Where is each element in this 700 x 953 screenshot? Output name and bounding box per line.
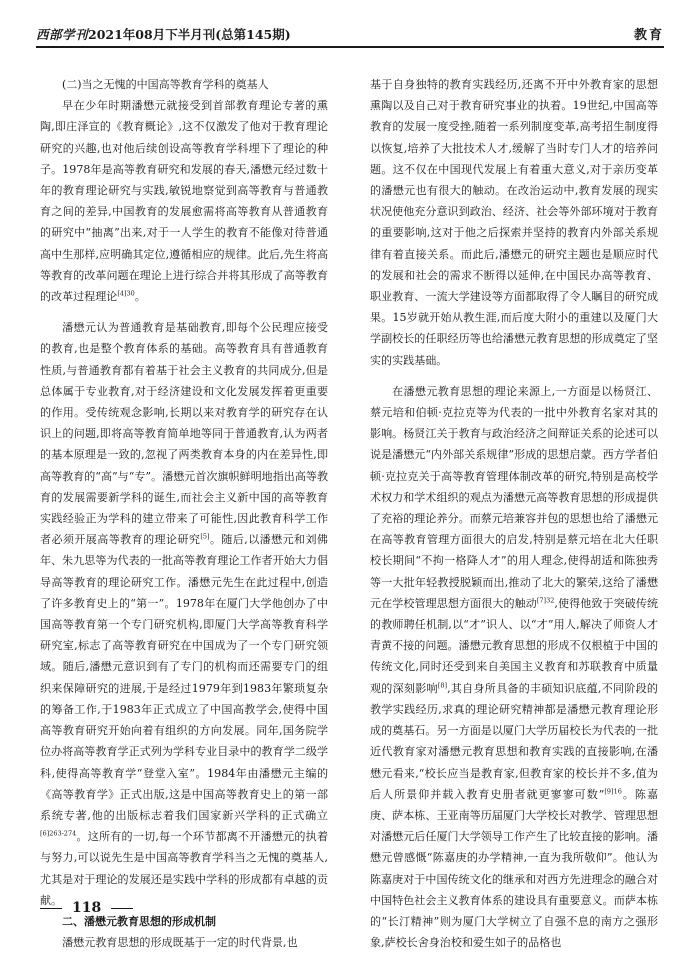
- paragraph: 潘懋元认为普通教育是基础教育,即每个公民理应接受的教育,也是整个教育体系的基础。高等教育具有普通教育性质,与普通教育都有着基于社会主义教育的共同成分,但是总体属于专业教育,对于经济建设和文化发展发挥着更重要的作用。受传统观念影响,长期以来对教育学的研究存在认识上的问题,即将高等教育简单地等同于普通教育,认为两者的基本原理是一致的,忽视了两类教育本身的内在差异性,即高等教育的“高”与“专”。潘懋元首次旗帜鲜明地指出高等教育的发展需要新学科的诞生,而社会主义新中国的高等教育实践经验正为学科的建立带来了可能性,因此教育科学工作者必须开展高等教育的理论研究[5]。随后,以潘懋元和刘佛年、朱九思等为代表的一批高等教育理论工作者开始大力倡导高等教育的理论研究工作。潘懋元先生在此过程中,创造了许多教育史上的“第一”。1978年在厦门大学他创办了中国高等教育第一个专门研究机构,即厦门大学高等教育科学研究室,标志了高等教育研究在中国成为了一个专门研究领域。随后,潘懋元意识到有了专门的机构而还需要专门的组织来保障研究的进展,于是经过1979年到1983年繁琐复杂的筹备工作,于1983年正式成立了中国高教学会,使得中国高等教育研究开始向着有组织的方向发展。同年,国务院学位办将高等教育学正式列为学科专业目录中的教育学二级学科,使得高等教育学“登堂入室”。1984年由潘懋元主编的《高等教育学》正式出版,这是中国高等教育史上的第一部系统专著,他的出版标志着我们国家新兴学科的正式确立$^{[6]263-274}$。这所有的一切,每一个环节都离不开潘懋元的执着与努力,可以说先生是中国高等教育学科当之无愧的奠基人,尤其是对于理论的发展还是实践中学科的形成都有卓越的贡献。: [40, 321, 328, 907]
- paragraph: 早在少年时期潘懋元就接受到首部教育理论专著的熏陶,即庄泽宣的《教育概论》,这不仅激发了他对于教育理论研究的兴趣,也对他后续创设高等教育学科埋下了理论的种子。1978年是高等教育研究和发展的春天,潘懋元经过数十年的教育理论研究与实践,敏锐地察觉到高等教育与普通教育之间的差异,中国教育的发展愈需将高等教育从普通教育的研究中“抽离”出来,对于一人学生的教育不能像对待普通高中生那样,应明确其定位,遵循相应的规律。此后,先生将高等教育的改革问题在理论上进行综合并将其形成了高等教育的改革过程理论$^{[4]30}$。: [40, 99, 328, 304]
- page-header: [36, 20, 664, 48]
- citation: [6]263-274: [40, 829, 77, 838]
- citation: [4]30: [117, 289, 135, 298]
- right-column: [370, 74, 658, 953]
- page-footer: [40, 900, 133, 916]
- page-number: 118: [72, 900, 102, 916]
- paragraph: 潘懋元教育思想的形成既基于一定的时代背景,也: [62, 936, 298, 950]
- paragraph: 基于自身独特的教育实践经历,还离不开中外教育家的思想熏陶以及自己对于教育研究事业的执着。19世纪,中国高等教育的发展一度受挫,随着一系列制度变革,高考招生制度得以恢复,培养了大批技术人才,缓解了当时专门人才的培养问题。这不仅在中国现代发展上有着重大意义,对于亲历变革的潘懋元也有很大的触动。在改治运动中,教育发展的现实状况使他充分意识到政治、经济、社会等外部环境对于教育的重要影响,这对于他之后探索并坚持的教育内外部关系规律有着直接关系。而此后,潘懋元的研究主题也是顺应时代的发展和社会的需求不断得以延伸,在中国民办高等教育、职业教育、一流大学建设等方面都取得了令人瞩目的研究成果。15岁就开始从教生涯,而后度大附小的重建以及厦门大学副校长的任职经历等也给潘懋元教育思想的形成奠定了坚实的实践基础。: [370, 78, 658, 367]
- left-column: [40, 74, 328, 953]
- journal-name: 西部学刊: [36, 27, 89, 42]
- citation: [7]32: [536, 596, 555, 605]
- issue-info: 2021年08月下半月刊(总第145期): [88, 27, 291, 42]
- subheading: (二)当之无愧的中国高等教育学科的奠基人: [62, 78, 269, 91]
- section-heading: 二、潘懋元教育思想的形成机制: [62, 914, 216, 928]
- citation: [5]: [200, 532, 210, 541]
- journal-masthead: [36, 25, 291, 46]
- section-label: 教育: [633, 28, 664, 43]
- citation: [9]16: [604, 787, 622, 796]
- citation: [8]: [437, 681, 448, 690]
- paragraph: 在潘懋元教育思想的理论来源上,一方面是以杨贤江、蔡元培和伯顿·克拉克等为代表的一批中外教育名家对其的影响。杨贤江关于教育与政治经济之间辩证关系的论述可以说是潘懋元“内外部关系规律”形成的思想启蒙。西方学者伯顿·克拉克关于高等教育管理体制改革的研究,特别是高校学术权力和学术组织的观点为潘懋元高等教育思想的形成提供了充裕的理论养分。而蔡元培兼容并包的思想也给了潘懋元在高等教育管理方面很大的启发,特别是蔡元培在北大任职校长期间“不拘一格降人才”的用人理念,使得胡适和陈独秀等一大批年轻教授脱颖而出,推动了北大的繁荣,这给了潘懋元在学校管理思想方面很大的触动$^{[7]32}$,使得他致于突破传统的教师聘任机制,以“才”识人、以“才”用人,解决了师资人才青黄不接的问题。潘懋元教育思想的形成不仅根植于中国的传统文化,同时还受到来自美国主义教育和苏联教育中质量观的深刻影响[8],其自身所具备的丰硕知识底蕴,不同阶段的教学实践经历,求真的理论研究精神都是潘懋元教育理论形成的奠基石。另一方面是以厦门大学历届校长为代表的一批近代教育家对潘懋元教育思想和教育实践的直接影响,在潘懋元看来,“校长应当是教育家,但教育家的校长并不多,值为后人所景仰并载入教育史册者就更寥寥可数”$^{[9]16}$。陈嘉庚、萨本栋、王亚南等历届厦门大学校长对教学、管理思想对潘懋元后任厦门大学领导工作产生了比较直接的影响。潘懋元曾感慨“陈嘉庚的办学精神,一直为我所敬仰”。他认为陈嘉庚对于中国传统文化的继承和对西方先进理念的融合对中国特色社会主义教育体系的建设具有重要意义。而萨本栋的“长汀精神”则为厦门大学树立了自强不息的南方之强形象,萨校长舍身治校和爱生如子的品格也: [370, 384, 658, 950]
- footer-dash-left: [40, 908, 62, 909]
- footer-dash-right: [111, 908, 133, 909]
